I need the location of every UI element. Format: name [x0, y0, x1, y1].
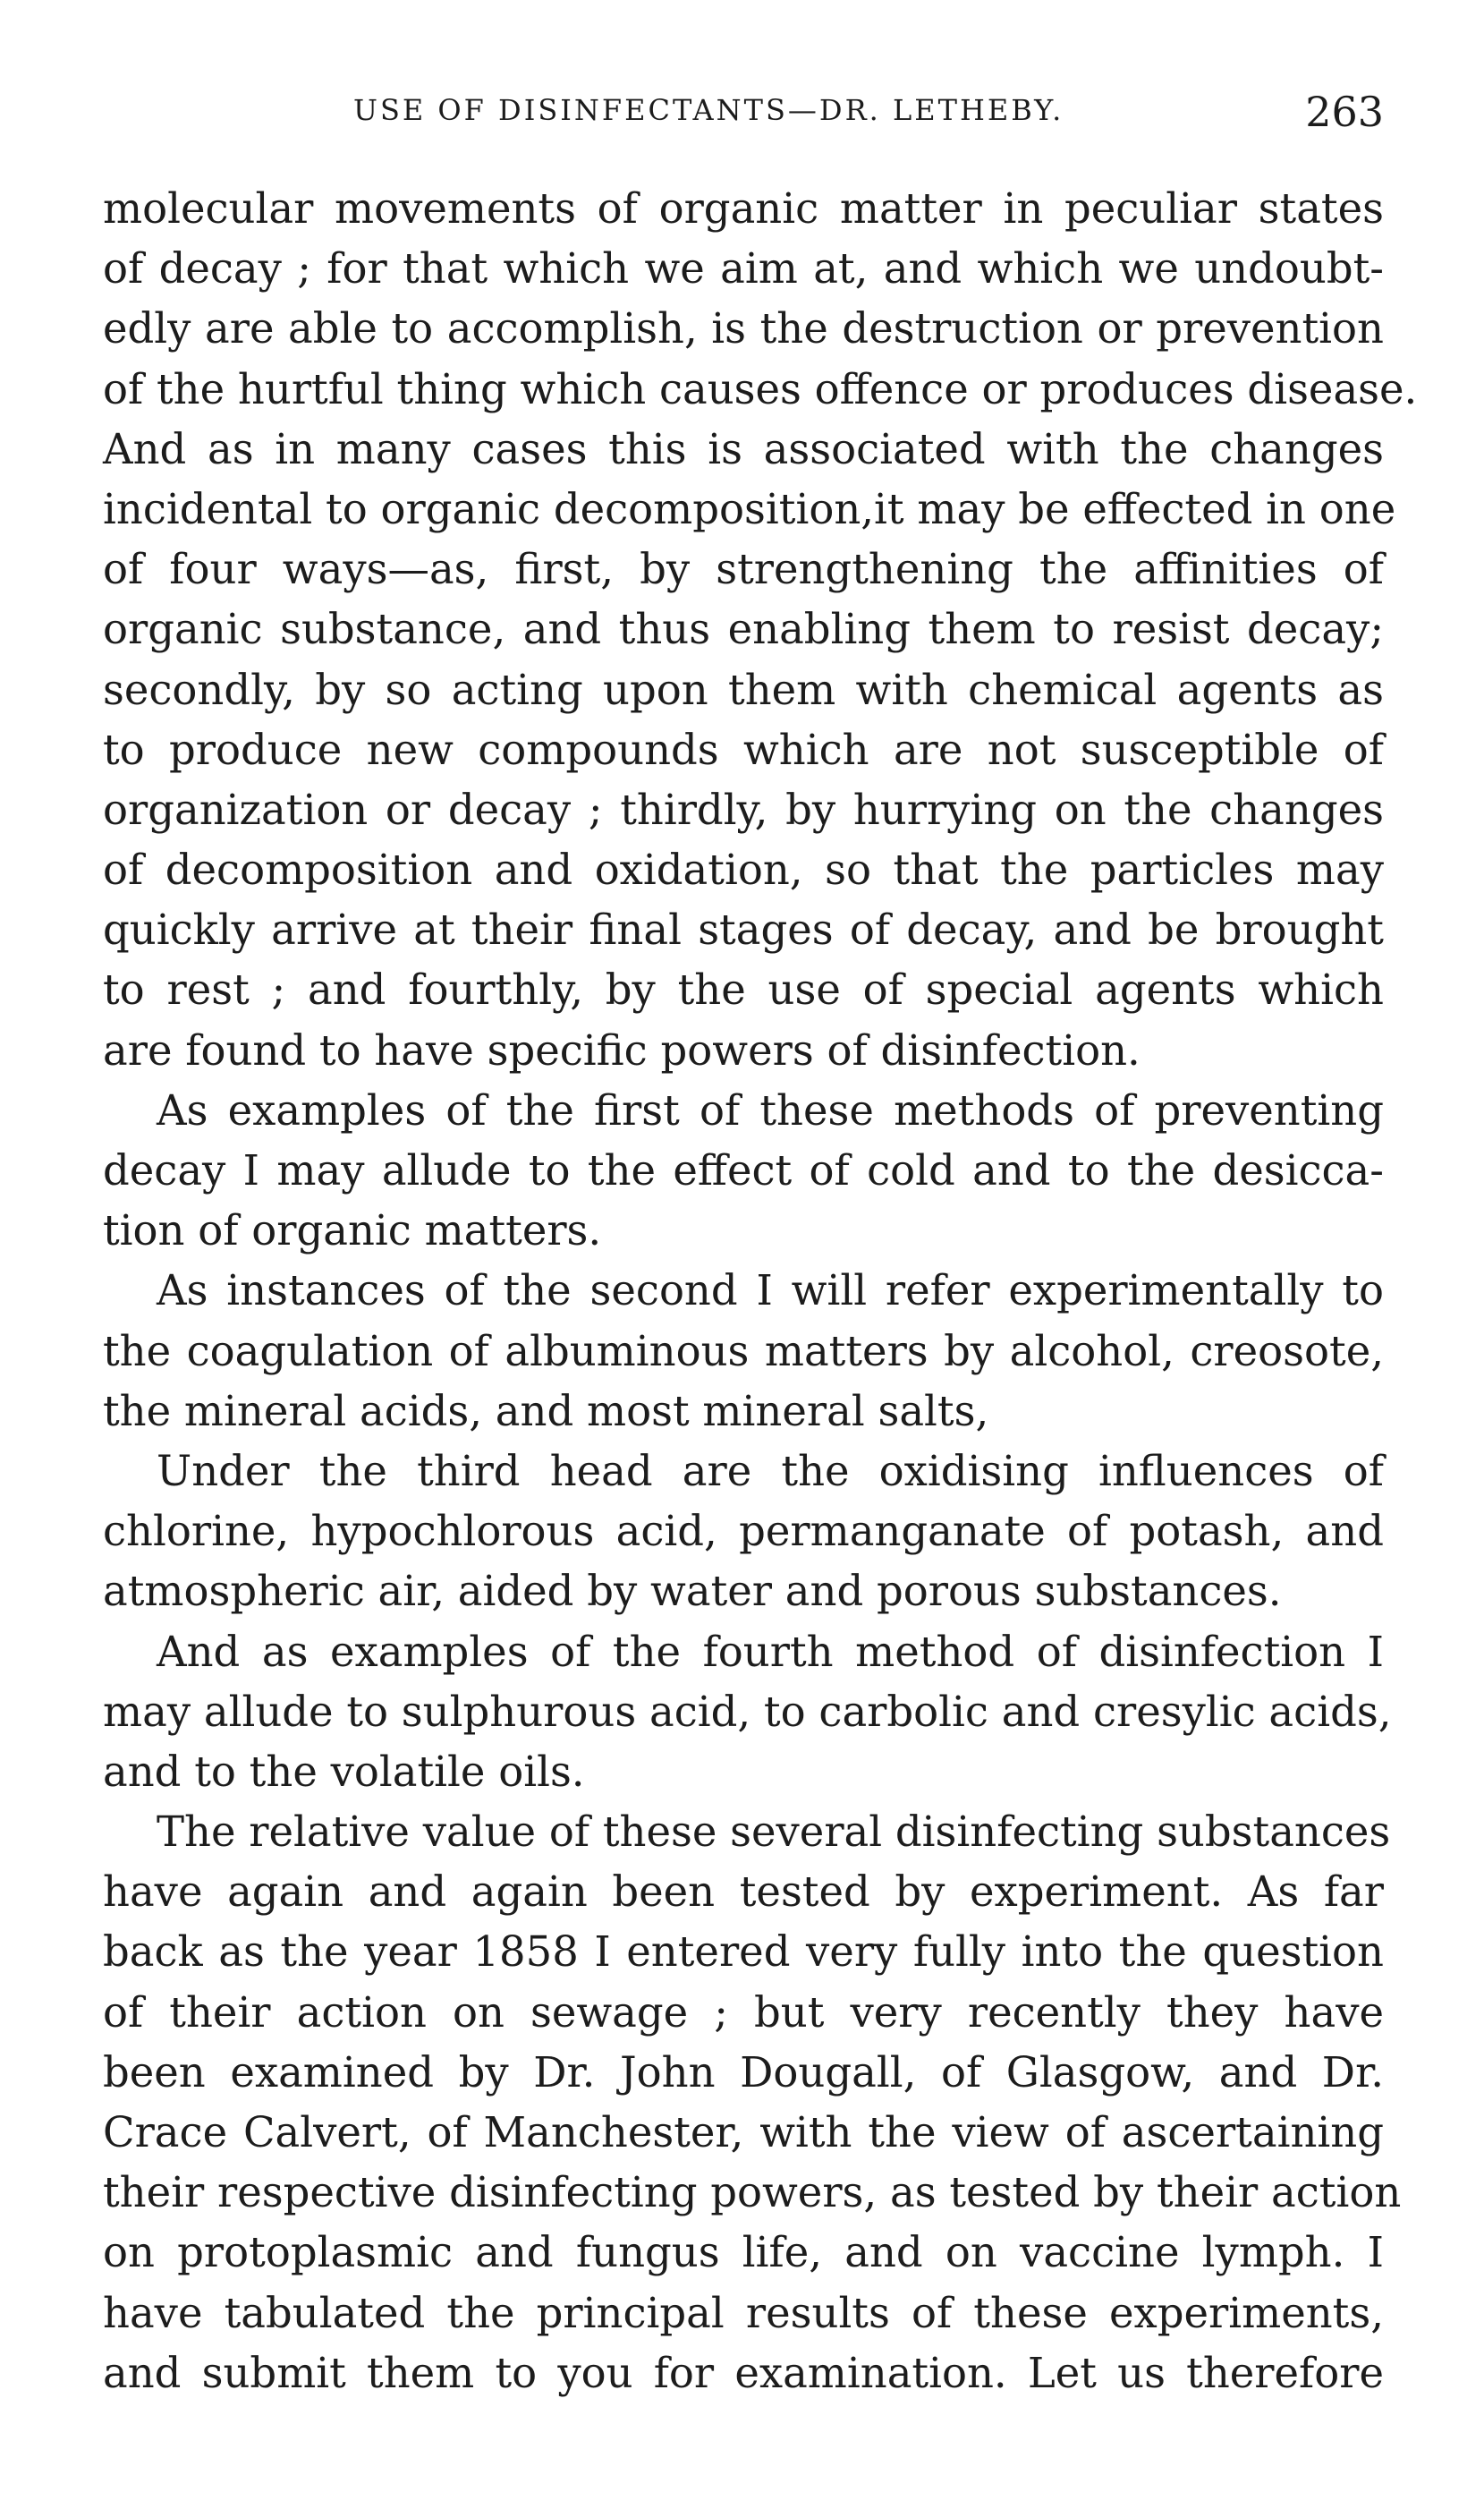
text-line: secondly, by so acting upon them with chemical agents as [103, 665, 1384, 714]
text-line: to produce new compounds which are not susceptible of [103, 725, 1384, 774]
paragraph-start-line: The relative value of these several disinfecting substances [157, 1807, 1391, 1857]
text-line: And as in many cases this is associated with the changes [103, 424, 1384, 473]
text-line: quickly arrive at their final stages of decay, and be brought [103, 906, 1384, 955]
text-line: may allude to sulphurous acid, to carbolic and cresylic acids, [103, 1687, 1392, 1736]
text-line: and submit them to you for examination. Let us therefore [103, 2348, 1384, 2397]
text-line: molecular movements of organic matter in peculiar states [103, 184, 1384, 233]
text-line: of their action on sewage ; but very recently they have [103, 1987, 1384, 2037]
text-line: the mineral acids, and most mineral salts, [103, 1386, 989, 1435]
text-line: of the hurtful thing which causes offence or produces disease. [103, 364, 1418, 413]
paragraph-start-line: And as examples of the fourth method of disinfection I [157, 1627, 1384, 1676]
text-line: chlorine, hypochlorous acid, permanganate of potash, and [103, 1507, 1384, 1556]
body-text [103, 179, 1418, 2403]
text-line: of four ways—as, first, by strengthening the affinities of [103, 545, 1384, 594]
paragraph-start-line: As instances of the second I will refer experimentally to [157, 1266, 1384, 1315]
text-line: the coagulation of albuminous matters by alcohol, creosote, [103, 1326, 1384, 1375]
text-line: have tabulated the principal results of these experiments, [103, 2288, 1384, 2337]
text-line: organic substance, and thus enabling them to resist decay; [103, 605, 1384, 654]
text-line: of decomposition and oxidation, so that the particles may [103, 846, 1384, 895]
page-number: 263 [1305, 88, 1384, 136]
text-line: back as the year 1858 I entered very fully into the question [103, 1927, 1384, 1977]
text-line: Crace Calvert, of Manchester, with the view of ascertaining [103, 2108, 1384, 2156]
text-line: organization or decay ; thirdly, by hurrying on the changes [103, 785, 1384, 834]
text-line: decay I may allude to the effect of cold and to the desicca- [103, 1146, 1384, 1195]
text-line: to rest ; and fourthly, by the use of special agents which [103, 965, 1384, 1015]
text-line: atmospheric air, aided by water and porous substances. [103, 1567, 1282, 1616]
text-line: of decay ; for that which we aim at, and which we undoubt- [103, 244, 1384, 293]
running-title: USE OF DISINFECTANTS—DR. LETHEBY. [353, 93, 1064, 127]
text-line: incidental to organic decomposition,it may be effected in one [103, 484, 1396, 533]
text-line: tion of organic matters. [103, 1206, 602, 1255]
paragraph-start-line: Under the third head are the oxidising influences of [157, 1446, 1384, 1495]
paragraph-start-line: As examples of the first of these methods of preventing [157, 1085, 1384, 1135]
text-line: and to the volatile oils. [103, 1747, 585, 1796]
text-line: are found to have specific powers of disinfection. [103, 1025, 1141, 1075]
text-line: their respective disinfecting powers, as tested by their action [103, 2168, 1402, 2217]
text-line: have again and again been tested by experiment. As far [103, 1867, 1384, 1917]
text-line: on protoplasmic and fungus life, and on vaccine lymph. I [103, 2228, 1384, 2277]
running-head [103, 88, 1384, 141]
text-line: edly are able to accomplish, is the destruction or prevention [103, 304, 1384, 353]
text-line: been examined by Dr. John Dougall, of Glasgow, and Dr. [103, 2047, 1384, 2097]
